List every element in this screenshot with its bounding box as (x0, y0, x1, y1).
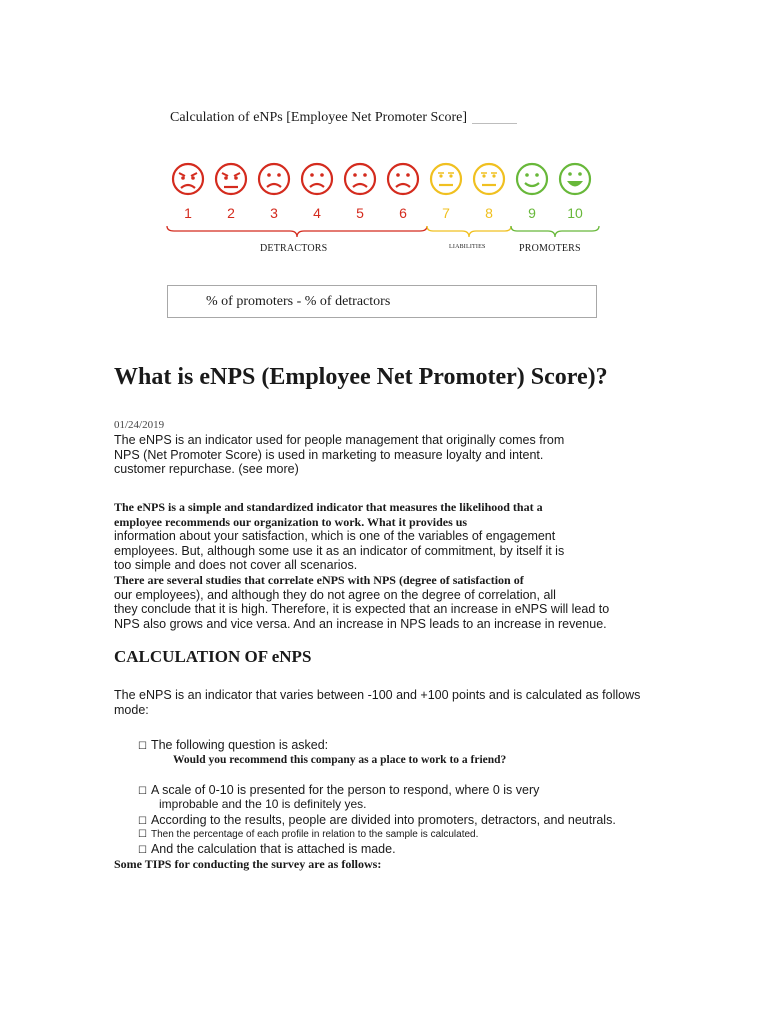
scale-number-9: 9 (528, 205, 536, 221)
checkbox-square-icon: ☐ (138, 786, 147, 797)
checkbox-square-icon: ☐ (138, 829, 147, 840)
bullet-item (138, 783, 539, 797)
paragraph-line: There are several studies that correlate eNPS with NPS (degree of satisfaction of (114, 573, 524, 587)
bullet-item (138, 829, 478, 840)
bullet-continuation: improbable and the 10 is definitely yes. (159, 797, 367, 811)
bullet-text: Then the percentage of each profile in relation to the sample is calculated. (150, 829, 479, 840)
promoters-label: PROMOTERS (519, 243, 581, 254)
neutral-face-icon (428, 161, 464, 197)
paragraph-line: they conclude that it is high. Therefore, it is expected that an increase in eNPS will lead to (114, 602, 610, 617)
sad-face-icon (256, 161, 292, 197)
article-date: 01/24/2019 (114, 419, 165, 431)
paragraph-line: employees. But, although some use it as an indicator of commitment, by itself it is (114, 543, 565, 558)
bullet-text: According to the results, people are divided into promoters, detractors, and neutrals. (150, 813, 616, 827)
promoters-brace (510, 225, 600, 239)
formula-text: % of promoters - % of detractors (206, 294, 391, 309)
tips-heading: Some TIPS for conducting the survey are as follows: (114, 857, 382, 871)
angry-face-icon (170, 161, 206, 197)
formula-box (167, 285, 597, 318)
bullet-text: A scale of 0-10 is presented for the person to respond, where 0 is very (150, 783, 540, 797)
bullet-text: And the calculation that is attached is made. (150, 842, 396, 856)
intro-line: The eNPS is an indicator used for people management that originally comes from (114, 433, 565, 447)
scale-number-10: 10 (567, 205, 583, 221)
checkbox-square-icon: ☐ (138, 845, 147, 856)
scale-number-8: 8 (485, 205, 493, 221)
neutral-face-icon (471, 161, 507, 197)
checkbox-square-icon: ☐ (138, 816, 147, 827)
angry-face-icon (213, 161, 249, 197)
intro-paragraph (114, 433, 564, 477)
paragraph-line: too simple and does not cover all scenarios. (114, 558, 358, 573)
section-heading: CALCULATION OF eNPS (114, 647, 312, 666)
neutrals-brace (426, 225, 512, 239)
scale-number-4: 4 (313, 205, 321, 221)
scale-number-6: 6 (399, 205, 407, 221)
detractors-brace (166, 225, 428, 239)
scale-number-2: 2 (227, 205, 235, 221)
sad-face-icon (299, 161, 335, 197)
paragraph-2 (114, 500, 564, 573)
paragraph-3 (114, 573, 609, 631)
paragraph-line: NPS also grows and vice versa. And an increase in NPS leads to an increase in revenue. (114, 616, 607, 631)
scale-number-7: 7 (442, 205, 450, 221)
paragraph-line: The eNPS is a simple and standardized indicator that measures the likelihood that a (114, 500, 543, 514)
paragraph-line: our employees), and although they do not agree on the degree of correlation, all (114, 587, 556, 602)
bullet-item (138, 813, 616, 827)
intro-line: NPS (Net Promoter Score) is used in marketing to measure loyalty and intent. (114, 447, 544, 462)
enps-figure (120, 95, 610, 330)
calc-paragraph (114, 688, 640, 717)
article-title: What is eNPS (Employee Net Promoter) Score)? (114, 364, 608, 390)
bullet-item (138, 738, 328, 752)
detractors-label: DETRACTORS (260, 243, 328, 254)
figure-title: Calculation of eNPs [Employee Net Promoter Score] (170, 110, 468, 125)
paragraph-line: information about your satisfaction, which is one of the variables of engagement (114, 529, 556, 544)
paragraph-line: The eNPS is an indicator that varies between -100 and +100 points and is calculated as follows (114, 688, 641, 702)
scale-number-1: 1 (184, 205, 192, 221)
smiling-face-icon (514, 161, 550, 197)
scale-number-5: 5 (356, 205, 364, 221)
sad-face-icon (342, 161, 378, 197)
neutrals-label: LIABILITIES (449, 244, 486, 250)
survey-question: Would you recommend this company as a place to work to a friend? (173, 754, 507, 766)
bullet-item (138, 842, 396, 856)
title-underline (472, 123, 517, 124)
grinning-face-icon (557, 161, 593, 197)
checkbox-square-icon: ☐ (138, 741, 147, 752)
bullet-text: The following question is asked: (150, 738, 329, 752)
sad-face-icon (385, 161, 421, 197)
paragraph-line: employee recommends our organization to work. What it provides us (114, 514, 468, 529)
intro-line: customer repurchase. (see more) (114, 462, 299, 477)
paragraph-line: mode: (114, 702, 149, 717)
scale-number-3: 3 (270, 205, 278, 221)
